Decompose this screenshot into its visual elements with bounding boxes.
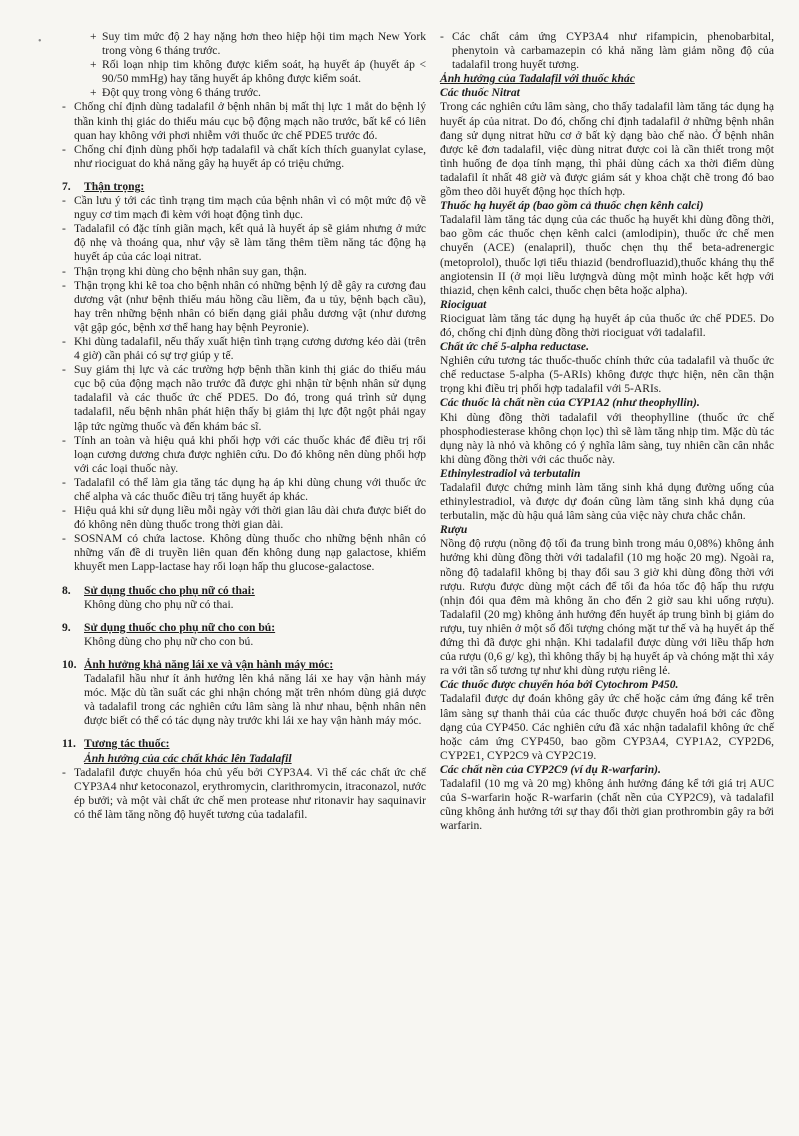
- drug-text: Tadalafil được dự đoán không gây ức chế hoặc cảm ứng đáng kể trên lâm sàng sự thanh thải của các thuốc được chuyển hoá bởi các đồng dạng của CYP450. Các nghiên cứu đã xác nhận tadalafil không ức chế hoặc cảm ứng CYP450, bao gồm CYP3A4, CYP1A2, CYP2D6, CYP2E1, CYP2C9 và CYP2C19.: [440, 692, 774, 762]
- drug-heading: Chất ức chế 5-alpha reductase.: [440, 340, 589, 354]
- drug-heading: Rượu: [440, 523, 468, 537]
- precaution-item: - Thận trọng khi kê toa cho bệnh nhân có những bệnh lý dễ gây ra cương đau dương vật (như bệnh thiếu máu hồng cầu liềm, đa u tủy, bệnh bạch cầu), hay trên những bệnh nhân có biến dạng giải phẫu dương vật (như dương vật gập góc, bệnh xơ thể hang hay bệnh Peyronie).: [62, 279, 426, 335]
- section-number: 7.: [62, 179, 71, 193]
- subsection-heading: Ảnh hưởng của các chất khác lên Tadalafil: [84, 751, 292, 765]
- plus-item: + Đột quỵ trong vòng 6 tháng trước.: [62, 86, 426, 100]
- precaution-item: - Cần lưu ý tới các tình trạng tim mạch của bệnh nhân vì có một mức độ về nguy cơ tim mạch đi kèm với hoạt động tình dục.: [62, 194, 426, 222]
- drug-text: Tadalafil (10 mg và 20 mg) không ảnh hưởng đáng kể tới giá trị AUC của S-warfarin hoặc R-warfarin (chất nền của CYP2C9), và tadalafil cũng không ảnh hưởng tới sự thay đổi thời gian prothrombin gây ra bởi warfarin.: [440, 776, 774, 833]
- precaution-item: - Thận trọng khi dùng cho bệnh nhân suy gan, thận.: [62, 265, 426, 279]
- scan-speck-icon: •: [38, 36, 42, 47]
- drug-heading: Ethinylestradiol và terbutalin: [440, 466, 581, 480]
- drug-text: Trong các nghiên cứu lâm sàng, cho thấy tadalafil làm tăng tác dụng hạ huyết áp của nitrat. Do đó, chống chỉ định tadalafil ở những bệnh nhân đang sử dụng nitrat hữu cơ ở bất kỳ dạng bào chế nào. Ở bệnh nhân được kê đơn tadalafil, việc dùng nitrat được coi là cần thiết trong một tình huống đe dọa tính mạng, thì phải dùng cách xa thời điểm dùng tadalafil ít nhất 48 giờ và được giám sát y khoa chặt chẽ trong đó bao gồm theo dõi huyết động học thích hợp.: [440, 100, 774, 199]
- drug-text: Tadalafil được chứng minh làm tăng sinh khả dụng đường uống của ethinylestradiol, và được dự đoán cũng làm tăng sinh khả dụng của terbutalin, mặc dù hậu quả lâm sàng của việc này chưa chắc chắn.: [440, 481, 774, 523]
- precaution-item: - Tadalafil có thể làm gia tăng tác dụng hạ áp khi dùng chung với thuốc ức chế alpha và các thuốc điều trị tăng huyết áp khác.: [62, 476, 426, 504]
- plus-item: + Rối loạn nhịp tim không được kiểm soát, hạ huyết áp (huyết áp < 90/50 mmHg) hay tăng huyết áp không được kiểm soát.: [62, 58, 426, 86]
- precaution-item: - Suy giảm thị lực và các trường hợp bệnh thần kinh thị giác do thiếu máu cục bộ của động mạch não trước đã được ghi nhận từ bệnh nhân sử dụng tadalafil và các thuốc ức chế PDE5. Do đó, trong quá trình sử dụng tadalafil, nếu bệnh nhân phát hiện thấy bị giảm thị lực đột ngột phải ngay lập tức ngừng thuốc và đến khám bác sĩ.: [62, 363, 426, 433]
- contraindication-item: - Chống chỉ định dùng tadalafil ở bệnh nhân bị mất thị lực 1 mắt do bệnh lý thần kinh thị giác do thiếu máu cục bộ động mạch não trước, bất kể có liên quan hay không với phơi nhiễm với thuốc ức chế PDE5 trước đó.: [62, 100, 426, 142]
- section-number: 9.: [62, 620, 71, 634]
- drug-text: Tadalafil làm tăng tác dụng của các thuốc hạ huyết khi dùng đồng thời, bao gồm các thuốc chẹn kênh calci (amlodipin), thuốc ức chế men chuyển (ACE) (enalapril), thuốc chẹn thụ thể beta-adrenergic (metoprolol), thuốc lợi tiểu thiazid (bendrofluazid),thuốc kháng thụ thể angiotensin II (ở mọi liều lượngvà dùng một mình hoặc kết hợp với thiazid, chẹn kênh calci, thuốc chẹn bêta hoặc alpha).: [440, 213, 774, 297]
- section-interactions: [62, 737, 426, 751]
- interaction-item: - Các chất cảm ứng CYP3A4 như rifampicin, phenobarbital, phenytoin và carbamazepin có khả năng làm giảm nồng độ của tadalafil trong huyết tương.: [440, 30, 774, 72]
- section-title: Sử dụng thuốc cho phụ nữ có thai:: [84, 583, 255, 597]
- section-number: 10.: [62, 657, 77, 671]
- drug-text: Khi dùng đồng thời tadalafil với theophylline (thuốc ức chế phosphodiesterase không chọn lọc) thì sẽ làm tăng nhịp tim. Mặc dù tác dụng này là nhỏ và không có ý nghĩa lâm sàng, tuy nhiên cần cân nhắc khi dùng đồng thời với các thuốc này.: [440, 410, 774, 466]
- drug-heading: Riociguat: [440, 297, 487, 311]
- contraindication-item: - Chống chỉ định dùng phối hợp tadalafil và chất kích thích guanylat cylase, như riociguat do khả năng gây hạ huyết áp có triệu chứng.: [62, 143, 426, 171]
- section-lactation: [62, 621, 426, 635]
- section-title: Thận trọng:: [84, 179, 145, 193]
- section-text: Không dùng cho phụ nữ cho con bú.: [84, 634, 254, 648]
- section-precautions: [62, 180, 426, 194]
- precaution-item: - Hiệu quả khi sử dụng liều mỗi ngày với thời gian lâu dài chưa được biết do đó không nên dùng thuốc trong thời gian dài.: [62, 504, 426, 532]
- drug-text: Nồng độ rượu (nồng độ tối đa trung bình trong máu 0,08%) không ảnh hưởng khi dùng đồng thời với tadalafil (10 mg hoặc 20 mg). Ngoài ra, nồng độ tadalafil không bị thay đổi sau 3 giờ khi dùng đồng thời với rượu. Rượu được dùng một cách để tối đa hóa tốc độ hấp thu rượu (nhịn đói qua đêm mà không ăn cho đến 2 giờ sau khi uống rượu). Tadalafil (20 mg) không ảnh hưởng đến huyết áp trung bình bị giảm do rượu, tuy nhiên ở một số đối tượng chóng mặt tư thế và hạ huyết áp thế đứng thì đã được ghi nhận. Khi tadalafil được dùng với liều thấp hơn của rượu (0,6 g/ kg), thì không thấy bị hạ huyết áp và chóng mặt thì xảy ra với tần số tương tự như khi dùng rượu riêng lẻ.: [440, 537, 774, 678]
- precaution-item: - Tadalafil có đặc tính giãn mạch, kết quả là huyết áp sẽ giảm nhưng ở mức độ nhẹ và thoáng qua, như vậy sẽ làm tăng thêm tiềm năng tác động hạ huyết áp của các loại nitrat.: [62, 222, 426, 264]
- section-number: 11.: [62, 737, 76, 751]
- section-number: 8.: [62, 583, 71, 597]
- section-driving: [62, 658, 426, 672]
- section-pregnancy: [62, 584, 426, 598]
- drug-text: Nghiên cứu tương tác thuốc-thuốc chính thức của tadalafil và thuốc ức chế reductase 5-alpha (5-ARIs) không được thực hiện, nên cần thận trọng khi điều trị phối hợp tadalafil với 5-ARIs.: [440, 354, 774, 396]
- section-title: Ảnh hưởng khả năng lái xe và vận hành máy móc:: [84, 657, 334, 671]
- left-column: [62, 30, 426, 822]
- drug-heading: Thuốc hạ huyết áp (bao gồm cả thuốc chẹn kênh calci): [440, 199, 704, 213]
- section-text: Tadalafil hầu như ít ảnh hưởng lên khả năng lái xe hay vận hành máy móc. Mặc dù tần suất các ghi nhận chóng mặt trên nhóm dùng giả dược và tadalafil trong các nghiên cứu lâm sàng là như nhau, bệnh nhân nên được biết có thể có tác dụng này trước khi lái xe hay vận hành máy móc.: [84, 672, 426, 728]
- section-title: Tương tác thuốc:: [84, 737, 170, 751]
- drug-heading: Các thuốc được chuyển hóa bởi Cytochrom P450.: [440, 678, 679, 692]
- precaution-item: - Khi dùng tadalafil, nếu thấy xuất hiện tình trạng cương dương kéo dài (trên 4 giờ) cần phải có sự trợ giúp y tế.: [62, 335, 426, 363]
- plus-item: + Suy tim mức độ 2 hay nặng hơn theo hiệp hội tim mạch New York trong vòng 6 tháng trước.: [62, 30, 426, 58]
- precaution-item: - Tính an toàn và hiệu quả khi phối hợp với các thuốc khác để điều trị rối loạn cương dương chưa được nghiên cứu. Do đó không nên dùng phối hợp với các loại thuốc này.: [62, 434, 426, 476]
- right-column: [440, 30, 774, 833]
- drug-heading: Các thuốc Nitrat: [440, 86, 520, 100]
- subsection-heading: Ảnh hưởng của Tadalafil với thuốc khác: [440, 72, 635, 86]
- drug-heading: Các chất nền của CYP2C9 (ví dụ R-warfarin).: [440, 762, 661, 776]
- precaution-item: - SOSNAM có chứa lactose. Không dùng thuốc cho những bệnh nhân có những vấn đề di truyền liên quan đến không dung nạp galactose, khiếm khuyết men Lapp-lactase hay rối loạn hấp thu glucose-galactose.: [62, 532, 426, 574]
- section-title: Sử dụng thuốc cho phụ nữ cho con bú:: [84, 620, 276, 634]
- drug-heading: Các thuốc là chất nền của CYP1A2 (như theophyllin).: [440, 396, 700, 410]
- section-text: Không dùng cho phụ nữ có thai.: [84, 597, 234, 611]
- drug-text: Riociguat làm tăng tác dụng hạ huyết áp của thuốc ức chế PDE5. Do đó, chống chỉ định dùng đồng thời riociguat với tadalafil.: [440, 311, 774, 339]
- interaction-item: - Tadalafil được chuyển hóa chủ yếu bởi CYP3A4. Vì thế các chất ức chế CYP3A4 như ketoconazol, erythromycin, clarithromycin, itraconazol, nước ép bưởi; và một vài chất ức chế men protease như ritonavir hay saquinavir có thể làm tăng nồng độ huyết tương của tadalafil.: [62, 766, 426, 822]
